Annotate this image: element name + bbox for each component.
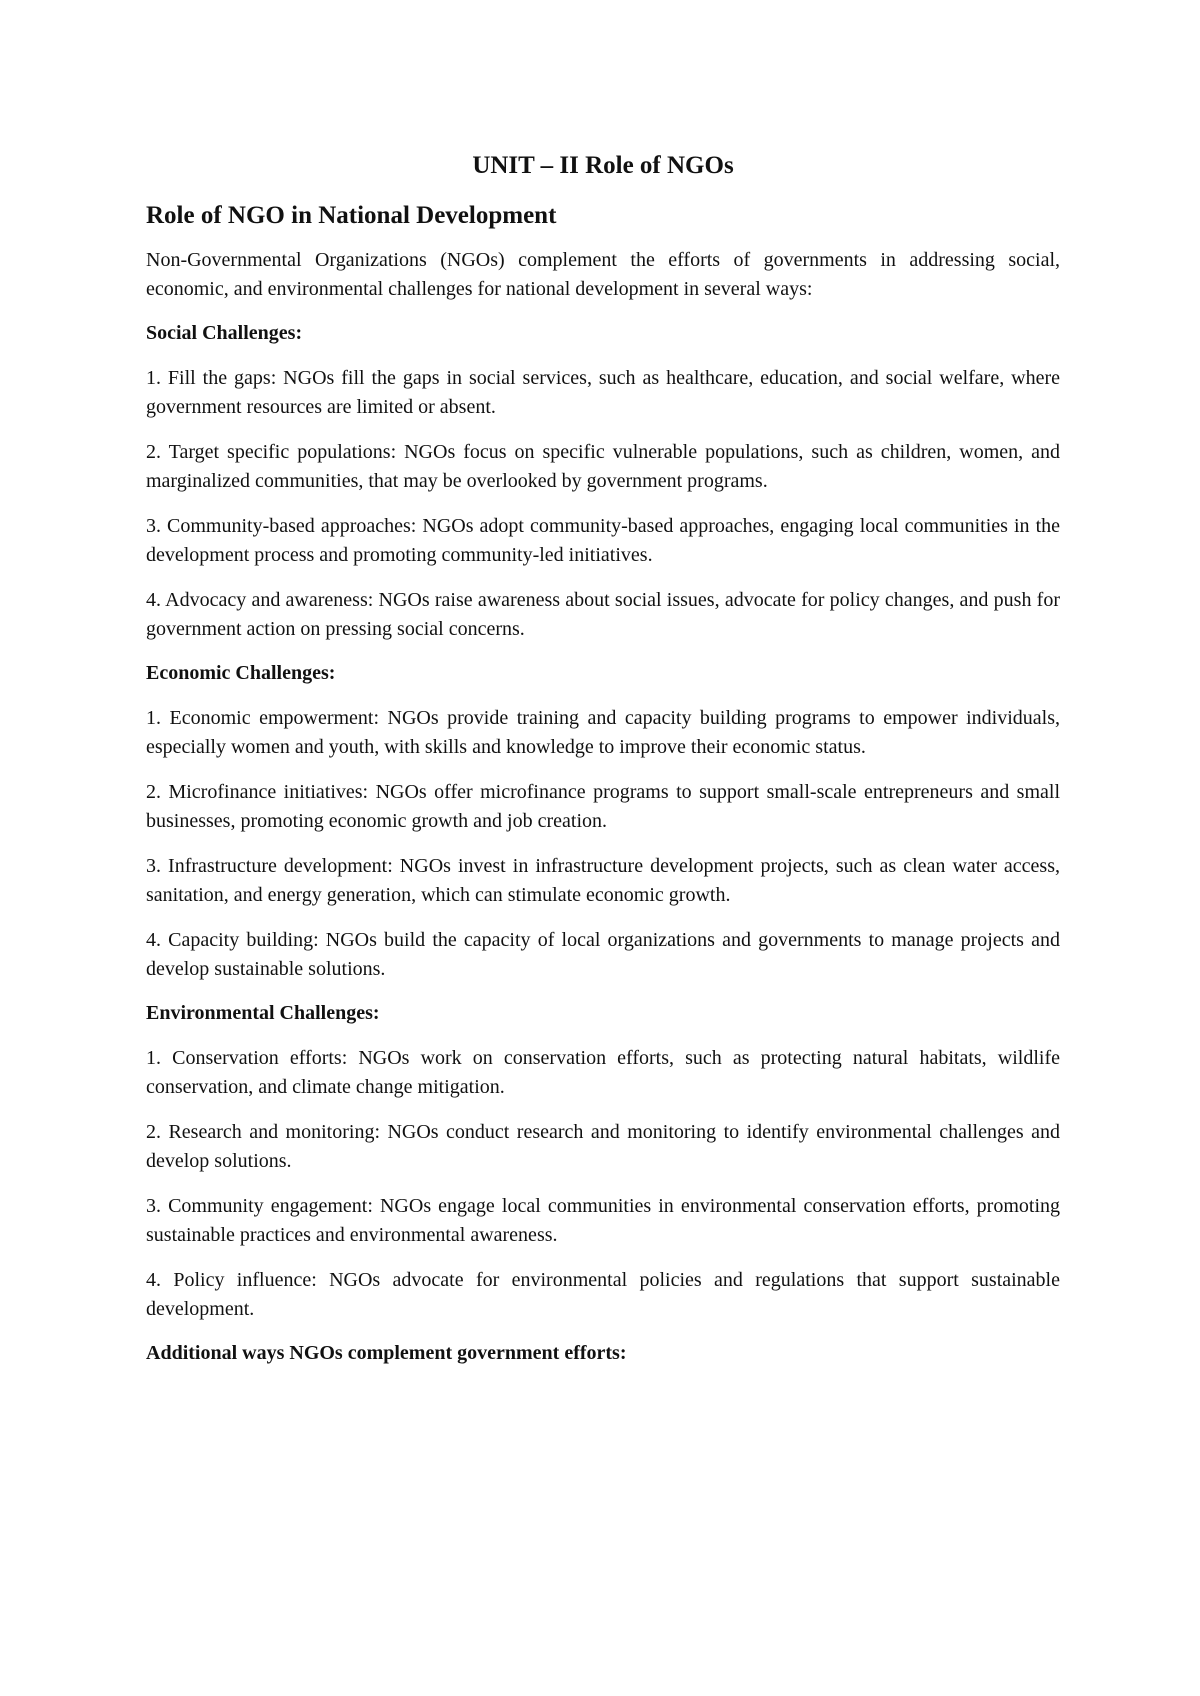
list-item: 2. Target specific populations: NGOs focus on specific vulnerable populations, such as children, women, and marginalized communities, that may be overlooked by government programs. — [146, 441, 1060, 492]
list-item: 4. Capacity building: NGOs build the capacity of local organizations and governments to manage projects and develop sustainable solutions. — [146, 929, 1060, 980]
section-social — [146, 319, 1060, 644]
list-item: 4. Advocacy and awareness: NGOs raise awareness about social issues, advocate for policy changes, and push for government action on pressing social concerns. — [146, 589, 1060, 640]
section-heading: Social Challenges: — [146, 322, 303, 344]
page-title: Role of NGO in National Development — [146, 202, 557, 229]
section-environmental — [146, 999, 1060, 1324]
list-item: 3. Community engagement: NGOs engage local communities in environmental conservation efforts, promoting sustainable practices and environmental awareness. — [146, 1195, 1060, 1246]
section-additional — [146, 1339, 1060, 1368]
document-page — [146, 136, 1060, 1368]
section-heading: Economic Challenges: — [146, 662, 336, 684]
list-item: 4. Policy influence: NGOs advocate for environmental policies and regulations that support sustainable development. — [146, 1269, 1060, 1320]
intro-paragraph: Non-Governmental Organizations (NGOs) complement the efforts of governments in addressing social, economic, and environmental challenges for national development in several ways: — [146, 249, 1060, 300]
section-heading: Additional ways NGOs complement government efforts: — [146, 1342, 627, 1364]
list-item: 1. Conservation efforts: NGOs work on conservation efforts, such as protecting natural habitats, wildlife conservation, and climate change mitigation. — [146, 1047, 1060, 1098]
list-item: 3. Community-based approaches: NGOs adopt community-based approaches, engaging local communities in the development process and promoting community-led initiatives. — [146, 515, 1060, 566]
list-item: 2. Research and monitoring: NGOs conduct research and monitoring to identify environmental challenges and develop solutions. — [146, 1121, 1060, 1172]
list-item: 2. Microfinance initiatives: NGOs offer microfinance programs to support small-scale entrepreneurs and small businesses, promoting economic growth and job creation. — [146, 781, 1060, 832]
section-heading: Environmental Challenges: — [146, 1002, 380, 1024]
unit-title: UNIT – II Role of NGOs — [472, 152, 734, 179]
section-economic — [146, 659, 1060, 984]
list-item: 1. Fill the gaps: NGOs fill the gaps in social services, such as healthcare, education, and social welfare, where government resources are limited or absent. — [146, 367, 1060, 418]
list-item: 3. Infrastructure development: NGOs invest in infrastructure development projects, such as clean water access, sanitation, and energy generation, which can stimulate economic growth. — [146, 855, 1060, 906]
list-item: 1. Economic empowerment: NGOs provide training and capacity building programs to empower individuals, especially women and youth, with skills and knowledge to improve their economic status. — [146, 707, 1060, 758]
